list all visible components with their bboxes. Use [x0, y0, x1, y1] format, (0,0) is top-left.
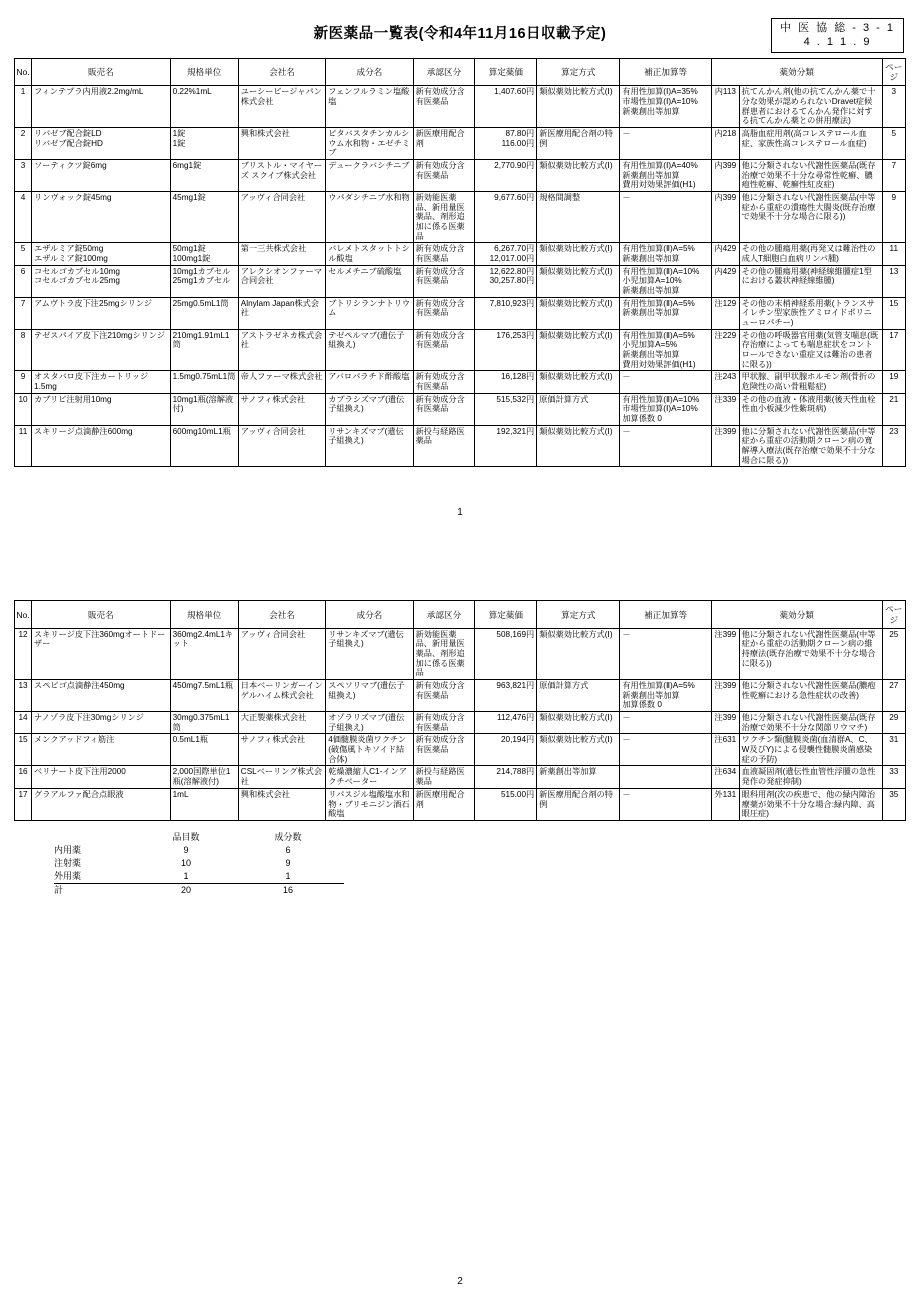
cell-no: 7 [15, 297, 32, 329]
cell-method: 新医療用配合剤の特例 [537, 127, 620, 159]
page-number-1: 1 [457, 507, 463, 519]
cell-company: アレクシオンファーマ合同会社 [238, 265, 325, 297]
summary-row-items: 9 [183, 844, 189, 855]
col-no: No. [15, 59, 32, 86]
cell-spec: 600mg10mL1瓶 [170, 425, 238, 467]
cell-method: 原価計算方式 [537, 680, 620, 712]
cell-approval: 新有効成分含有医薬品 [413, 297, 475, 329]
cell-ingredient: リパスジル塩酸塩水和物・ブリモニジン酒石酸塩 [326, 788, 413, 820]
cell-page: 7 [882, 159, 906, 191]
cell-adjust: 有用性加算(Ⅱ)A=10% 市場性加算(Ⅰ)A=10% 加算係数 0 [620, 393, 712, 425]
cell-page: 5 [882, 127, 906, 159]
cell-company: 大正製薬株式会社 [238, 712, 325, 734]
cell-company: アストラゼネカ株式会社 [238, 329, 325, 371]
summary-header-ingredients: 成分数 [274, 831, 302, 842]
col-ingredient: 成分名 [326, 59, 413, 86]
cell-classification-code: 注399 [711, 680, 739, 712]
stamp-line-1: 中 医 協 総 - 3 - 1 [780, 22, 895, 34]
col-no: No. [15, 601, 32, 628]
cell-price: 9,677.60円 [475, 192, 537, 243]
cell-ingredient: ピタバスタチンカルシウム水和物・エゼチミブ [326, 127, 413, 159]
cell-page: 11 [882, 243, 906, 265]
cell-classification: その他の末梢神経系用薬(トランスサイレチン型家族性アミロイドポリニューロパチー) [739, 297, 882, 329]
cell-no: 4 [15, 192, 32, 243]
col-classification: 薬効分類 [711, 601, 882, 628]
summary-row [54, 857, 344, 870]
col-page: ページ [882, 601, 906, 628]
cell-page: 19 [882, 371, 906, 393]
cell-no: 10 [15, 393, 32, 425]
summary-row-ingredients: 9 [285, 857, 291, 868]
table-row [15, 86, 906, 128]
cell-adjust: 有用性加算(Ⅱ)A=5% 新薬創出等加算 [620, 243, 712, 265]
cell-approval: 新有効成分含有医薬品 [413, 680, 475, 712]
col-method: 算定方式 [537, 59, 620, 86]
cell-adjust: － [620, 734, 712, 766]
col-adjust: 補正加算等 [620, 601, 712, 628]
summary-row [54, 870, 344, 884]
cell-method: 新医療用配合剤の特例 [537, 788, 620, 820]
cell-method: 類似薬効比較方式(Ⅰ) [537, 425, 620, 467]
cell-name: テゼスパイア皮下注210mgシリンジ [32, 329, 171, 371]
cell-spec: 1.5mg0.75mL1筒 [170, 371, 238, 393]
cell-no: 5 [15, 243, 32, 265]
cell-ingredient: リサンキズマブ(遺伝子組換え) [326, 628, 413, 679]
cell-classification-code: 注243 [711, 371, 739, 393]
cell-adjust: － [620, 425, 712, 467]
cell-approval: 新有効成分含有医薬品 [413, 393, 475, 425]
summary-row-ingredients: 6 [285, 844, 291, 855]
summary-total-ingredients: 16 [242, 884, 344, 898]
cell-name: スペビゴ点滴静注450mg [32, 680, 171, 712]
cell-method: 類似薬効比較方式(Ⅰ) [537, 329, 620, 371]
cell-method: 類似薬効比較方式(Ⅰ) [537, 371, 620, 393]
cell-approval: 新医療用配合剤 [413, 127, 475, 159]
cell-page: 27 [882, 680, 906, 712]
cell-name: リンヴォック錠45mg [32, 192, 171, 243]
cell-page: 9 [882, 192, 906, 243]
table-row [15, 712, 906, 734]
col-approval: 承認区分 [413, 601, 475, 628]
cell-price: 16,128円 [475, 371, 537, 393]
cell-classification-code: 注339 [711, 393, 739, 425]
table-row [15, 734, 906, 766]
cell-approval: 新有効成分含有医薬品 [413, 371, 475, 393]
cell-name: リバゼブ配合錠LD リバゼブ配合錠HD [32, 127, 171, 159]
cell-method: 新薬創出等加算 [537, 766, 620, 788]
cell-no: 9 [15, 371, 32, 393]
cell-no: 3 [15, 159, 32, 191]
cell-price: 176,253円 [475, 329, 537, 371]
cell-ingredient: バレメトスタットトシル酸塩 [326, 243, 413, 265]
cell-name: エザルミア錠50mg エザルミア錠100mg [32, 243, 171, 265]
cell-classification-code: 注631 [711, 734, 739, 766]
cell-adjust: 有用性加算(Ⅱ)A=5% 新薬創出等加算 加算係数 0 [620, 680, 712, 712]
col-classification: 薬効分類 [711, 59, 882, 86]
cell-approval: 新投与経路医薬品 [413, 425, 475, 467]
cell-adjust: － [620, 628, 712, 679]
cell-approval: 新有効成分含有医薬品 [413, 159, 475, 191]
cell-name: ソーティクツ錠6mg [32, 159, 171, 191]
cell-price: 1,407.60円 [475, 86, 537, 128]
cell-spec: 2,000国際単位1瓶(溶解液付) [170, 766, 238, 788]
cell-adjust: 有用性加算(Ⅱ)A=5% 新薬創出等加算 [620, 297, 712, 329]
cell-price: 508,169円 [475, 628, 537, 679]
cell-name: コセルゴカプセル10mg コセルゴカプセル25mg [32, 265, 171, 297]
cell-ingredient: アバロパラチド酢酸塩 [326, 371, 413, 393]
table-row [15, 371, 906, 393]
cell-classification: 他に分類されない代謝性医薬品(中等症から重症の活動期クローン病の寛解導入療法(既存治療で効果不十分な場合に限る)) [739, 425, 882, 467]
cell-name: アムヴトラ皮下注25mgシリンジ [32, 297, 171, 329]
summary-total-label: 計 [54, 884, 140, 898]
col-price: 算定薬価 [475, 59, 537, 86]
cell-classification: 他に分類されない代謝性医薬品(中等症から重症の潰瘍性大腸炎(既存治療で効果不十分な場合に限る)) [739, 192, 882, 243]
cell-spec: 50mg1錠 100mg1錠 [170, 243, 238, 265]
col-name: 販売名 [32, 59, 171, 86]
cell-name: オスタバロ皮下注カートリッジ1.5mg [32, 371, 171, 393]
document-stamp [771, 18, 904, 53]
summary-row-label: 外用薬 [54, 870, 82, 881]
cell-spec: 450mg7.5mL1瓶 [170, 680, 238, 712]
cell-ingredient: セルメチニブ硫酸塩 [326, 265, 413, 297]
cell-page: 35 [882, 788, 906, 820]
cell-no: 13 [15, 680, 32, 712]
cell-classification-code: 内399 [711, 192, 739, 243]
cell-page: 25 [882, 628, 906, 679]
cell-adjust: － [620, 371, 712, 393]
cell-classification: その他の呼吸器官用薬(気管支喘息(既存治療によっても喘息症状をコントロールできない重症又は難治の患者に限る)) [739, 329, 882, 371]
cell-adjust: － [620, 192, 712, 243]
cell-spec: 45mg1錠 [170, 192, 238, 243]
cell-company: アッヴィ合同会社 [238, 425, 325, 467]
page-title: 新医薬品一覧表(令和4年11月16日収載予定) [313, 26, 607, 42]
cell-method: 類似薬効比較方式(Ⅰ) [537, 297, 620, 329]
cell-name: メンクアッドフィ筋注 [32, 734, 171, 766]
cell-approval: 新投与経路医薬品 [413, 766, 475, 788]
cell-approval: 新有効成分含有医薬品 [413, 329, 475, 371]
cell-spec: 1錠 1錠 [170, 127, 238, 159]
cell-classification-code: 注399 [711, 425, 739, 467]
cell-classification: 他に分類されない代謝性医薬品(中等症から重症の活動期クローン病の維持療法(既存治療で効果不十分な場合に限る)) [739, 628, 882, 679]
title-row [14, 18, 906, 52]
cell-no: 11 [15, 425, 32, 467]
cell-spec: 0.5mL1瓶 [170, 734, 238, 766]
cell-company: サノフィ株式会社 [238, 734, 325, 766]
summary-table [54, 831, 344, 897]
cell-classification: 甲状腺、副甲状腺ホルモン剤(骨折の危険性の高い骨粗鬆症) [739, 371, 882, 393]
cell-page: 31 [882, 734, 906, 766]
cell-adjust: 有用性加算(Ⅱ)A=5% 小児加算A=5% 新薬創出等加算 費用対効果評価(H1) [620, 329, 712, 371]
col-approval: 承認区分 [413, 59, 475, 86]
summary-row-label: 注射薬 [54, 857, 82, 868]
col-ingredient: 成分名 [326, 601, 413, 628]
cell-classification-code: 内429 [711, 243, 739, 265]
cell-approval: 新有効成分含有医薬品 [413, 243, 475, 265]
cell-method: 原価計算方式 [537, 393, 620, 425]
cell-classification: 抗てんかん剤(他の抗てんかん薬で十分な効果が認められないDravet症候群患者におけるてんかん発作に対する抗てんかん薬との併用療法) [739, 86, 882, 128]
cell-classification: 他に分類されない代謝性医薬品(膿疱性乾癬における急性症状の改善) [739, 680, 882, 712]
col-price: 算定薬価 [475, 601, 537, 628]
cell-company: アッヴィ合同会社 [238, 628, 325, 679]
cell-classification-code: 注229 [711, 329, 739, 371]
cell-adjust: － [620, 127, 712, 159]
cell-name: ベリナート皮下注用2000 [32, 766, 171, 788]
summary-row [54, 844, 344, 857]
cell-price: 515.00円 [475, 788, 537, 820]
cell-no: 2 [15, 127, 32, 159]
cell-classification: ワクチン類(髄膜炎菌(血清群A、C、W及びY)による侵襲性髄膜炎菌感染症の予防) [739, 734, 882, 766]
cell-approval: 新効能医薬品、新用量医薬品、剤形追加に係る医薬品 [413, 192, 475, 243]
cell-method: 類似薬効比較方式(Ⅰ) [537, 712, 620, 734]
summary-row-label: 内用薬 [54, 844, 82, 855]
cell-method: 類似薬効比較方式(Ⅰ) [537, 243, 620, 265]
cell-method: 類似薬効比較方式(Ⅰ) [537, 159, 620, 191]
cell-classification-code: 外131 [711, 788, 739, 820]
cell-approval: 新有効成分含有医薬品 [413, 265, 475, 297]
cell-page: 3 [882, 86, 906, 128]
table-row [15, 628, 906, 679]
cell-classification-code: 内218 [711, 127, 739, 159]
cell-approval: 新有効成分含有医薬品 [413, 734, 475, 766]
cell-price: 515,532円 [475, 393, 537, 425]
cell-method: 類似薬効比較方式(Ⅰ) [537, 265, 620, 297]
table-row [15, 788, 906, 820]
cell-page: 21 [882, 393, 906, 425]
cell-company: アッヴィ合同会社 [238, 192, 325, 243]
cell-adjust: － [620, 788, 712, 820]
cell-ingredient: オゾラリズマブ(遺伝子組換え) [326, 712, 413, 734]
table-row [15, 127, 906, 159]
cell-ingredient: 乾燥濃縮人C1-インアクチベーター [326, 766, 413, 788]
cell-name: フィンテプラ内用液2.2mg/mL [32, 86, 171, 128]
cell-name: グラアルファ配合点眼液 [32, 788, 171, 820]
cell-classification: 血液凝固剤(遺伝性血管性浮腫の急性発作の発症抑制) [739, 766, 882, 788]
summary-row-items: 1 [183, 870, 189, 881]
col-name: 販売名 [32, 601, 171, 628]
cell-company: サノフィ株式会社 [238, 393, 325, 425]
cell-ingredient: スペソリマブ(遺伝子組換え) [326, 680, 413, 712]
cell-no: 15 [15, 734, 32, 766]
cell-method: 規格間調整 [537, 192, 620, 243]
cell-classification: 他に分類されない代謝性医薬品(既存治療で効果不十分な尋常性乾癬、膿疱性乾癬、乾癬性紅皮症) [739, 159, 882, 191]
summary-header-row [54, 831, 344, 844]
cell-price: 6,267.70円 12,017.00円 [475, 243, 537, 265]
cell-classification-code: 注399 [711, 712, 739, 734]
summary-total-row [54, 884, 344, 898]
cell-classification: その他の血液・体液用薬(後天性血栓性血小板減少性紫斑病) [739, 393, 882, 425]
cell-classification-code: 内113 [711, 86, 739, 128]
cell-classification-code: 内429 [711, 265, 739, 297]
cell-spec: 1mL [170, 788, 238, 820]
cell-company: ユーシービージャパン株式会社 [238, 86, 325, 128]
cell-ingredient: リサンキズマブ(遺伝子組換え) [326, 425, 413, 467]
table-row [15, 329, 906, 371]
cell-company: CSLベーリング株式会社 [238, 766, 325, 788]
cell-spec: 6mg1錠 [170, 159, 238, 191]
new-drug-table-page1 [14, 58, 906, 467]
cell-method: 類似薬効比較方式(Ⅰ) [537, 628, 620, 679]
cell-classification: 眼科用剤(次の疾患で、他の緑内障治療薬が効果不十分な場合:緑内障、高眼圧症) [739, 788, 882, 820]
table-row [15, 159, 906, 191]
table-header-row [15, 59, 906, 86]
cell-company: 興和株式会社 [238, 127, 325, 159]
cell-page: 29 [882, 712, 906, 734]
cell-method: 類似薬効比較方式(Ⅰ) [537, 734, 620, 766]
cell-price: 7,810,923円 [475, 297, 537, 329]
table-header-row [15, 601, 906, 628]
cell-company: ブリストル・マイヤーズ スクイブ株式会社 [238, 159, 325, 191]
cell-approval: 新医療用配合剤 [413, 788, 475, 820]
cell-spec: 10mg1瓶(溶解液付) [170, 393, 238, 425]
document-page-2 [0, 576, 920, 897]
cell-price: 12,622.80円 30,257.80円 [475, 265, 537, 297]
cell-ingredient: 4価髄膜炎菌ワクチン(破傷風トキソイド結合体) [326, 734, 413, 766]
table-row [15, 766, 906, 788]
cell-company: Alnylam Japan株式会社 [238, 297, 325, 329]
cell-spec: 10mg1カプセル 25mg1カプセル [170, 265, 238, 297]
table-row [15, 425, 906, 467]
cell-classification-code: 注634 [711, 766, 739, 788]
cell-adjust [620, 766, 712, 788]
cell-adjust: 有用性加算(Ⅰ)A=40% 新薬創出等加算 費用対効果評価(H1) [620, 159, 712, 191]
cell-classification: 他に分類されない代謝性医薬品(既存治療で効果不十分な関節リウマチ) [739, 712, 882, 734]
cell-price: 192,321円 [475, 425, 537, 467]
cell-spec: 25mg0.5mL1筒 [170, 297, 238, 329]
cell-spec: 30mg0.375mL1筒 [170, 712, 238, 734]
cell-ingredient: テゼペルマブ(遺伝子組換え) [326, 329, 413, 371]
cell-no: 14 [15, 712, 32, 734]
cell-price: 963,821円 [475, 680, 537, 712]
cell-spec: 210mg1.91mL1筒 [170, 329, 238, 371]
cell-no: 6 [15, 265, 32, 297]
col-company: 会社名 [238, 601, 325, 628]
cell-no: 1 [15, 86, 32, 128]
cell-name: スキリージ点滴静注600mg [32, 425, 171, 467]
cell-company: 帝人ファーマ株式会社 [238, 371, 325, 393]
table-row [15, 265, 906, 297]
cell-company: 第一三共株式会社 [238, 243, 325, 265]
table-row [15, 297, 906, 329]
col-page: ページ [882, 59, 906, 86]
cell-classification: その他の腫瘍用薬(再発又は難治性の成人T細胞白血病リンパ腫) [739, 243, 882, 265]
cell-spec: 0.22%1mL [170, 86, 238, 128]
cell-name: カブリビ注射用10mg [32, 393, 171, 425]
cell-price: 2,770.90円 [475, 159, 537, 191]
cell-adjust: 有用性加算(Ⅱ)A=10% 小児加算A=10% 新薬創出等加算 [620, 265, 712, 297]
cell-classification: その他の腫瘍用薬(神経線維腫症1型における叢状神経線維腫) [739, 265, 882, 297]
cell-page: 15 [882, 297, 906, 329]
cell-adjust: － [620, 712, 712, 734]
cell-page: 17 [882, 329, 906, 371]
cell-price: 20,194円 [475, 734, 537, 766]
cell-ingredient: フェンフルラミン塩酸塩 [326, 86, 413, 128]
cell-classification: 高脂血症用剤(高コレステロール血症、家族性高コレステロール血症) [739, 127, 882, 159]
cell-approval: 新有効成分含有医薬品 [413, 712, 475, 734]
summary-total-items: 20 [140, 884, 242, 898]
summary-row-items: 10 [180, 857, 191, 868]
cell-price: 214,788円 [475, 766, 537, 788]
cell-approval: 新効能医薬品、新用量医薬品、剤形追加に係る医薬品 [413, 628, 475, 679]
col-spec: 規格単位 [170, 601, 238, 628]
cell-page: 33 [882, 766, 906, 788]
cell-price: 87.80円 116.00円 [475, 127, 537, 159]
cell-page: 13 [882, 265, 906, 297]
cell-spec: 360mg2.4mL1キット [170, 628, 238, 679]
cell-ingredient: カプラシズマブ(遺伝子組換え) [326, 393, 413, 425]
summary-header-items: 品目数 [172, 831, 200, 842]
page-number-2: 2 [457, 1276, 463, 1287]
cell-ingredient: ウパダシチニブ水和物 [326, 192, 413, 243]
cell-no: 16 [15, 766, 32, 788]
summary-row-ingredients: 1 [285, 870, 291, 881]
table-row [15, 680, 906, 712]
stamp-line-2: 4 . 1 1 . 9 [803, 36, 872, 48]
cell-page: 23 [882, 425, 906, 467]
col-method: 算定方式 [537, 601, 620, 628]
cell-classification-code: 内399 [711, 159, 739, 191]
cell-ingredient: デュークラバシチニブ [326, 159, 413, 191]
cell-name: スキリージ皮下注360mgオートドーザー [32, 628, 171, 679]
cell-price: 112,476円 [475, 712, 537, 734]
cell-adjust: 有用性加算(Ⅰ)A=35% 市場性加算(Ⅰ)A=10% 新薬創出等加算 [620, 86, 712, 128]
cell-classification-code: 注399 [711, 628, 739, 679]
cell-method: 類似薬効比較方式(Ⅰ) [537, 86, 620, 128]
table-row [15, 393, 906, 425]
cell-no: 8 [15, 329, 32, 371]
col-adjust: 補正加算等 [620, 59, 712, 86]
cell-name: ナノゾラ皮下注30mgシリンジ [32, 712, 171, 734]
table-row [15, 243, 906, 265]
summary-blank-cell [54, 831, 140, 844]
col-company: 会社名 [238, 59, 325, 86]
cell-classification-code: 注129 [711, 297, 739, 329]
cell-ingredient: ブトリシランナトリウム [326, 297, 413, 329]
col-spec: 規格単位 [170, 59, 238, 86]
table-row [15, 192, 906, 243]
cell-no: 12 [15, 628, 32, 679]
new-drug-table-page2 [14, 600, 906, 820]
cell-no: 17 [15, 788, 32, 820]
cell-company: 興和株式会社 [238, 788, 325, 820]
cell-company: 日本ベーリンガーインゲルハイム株式会社 [238, 680, 325, 712]
cell-approval: 新有効成分含有医薬品 [413, 86, 475, 128]
